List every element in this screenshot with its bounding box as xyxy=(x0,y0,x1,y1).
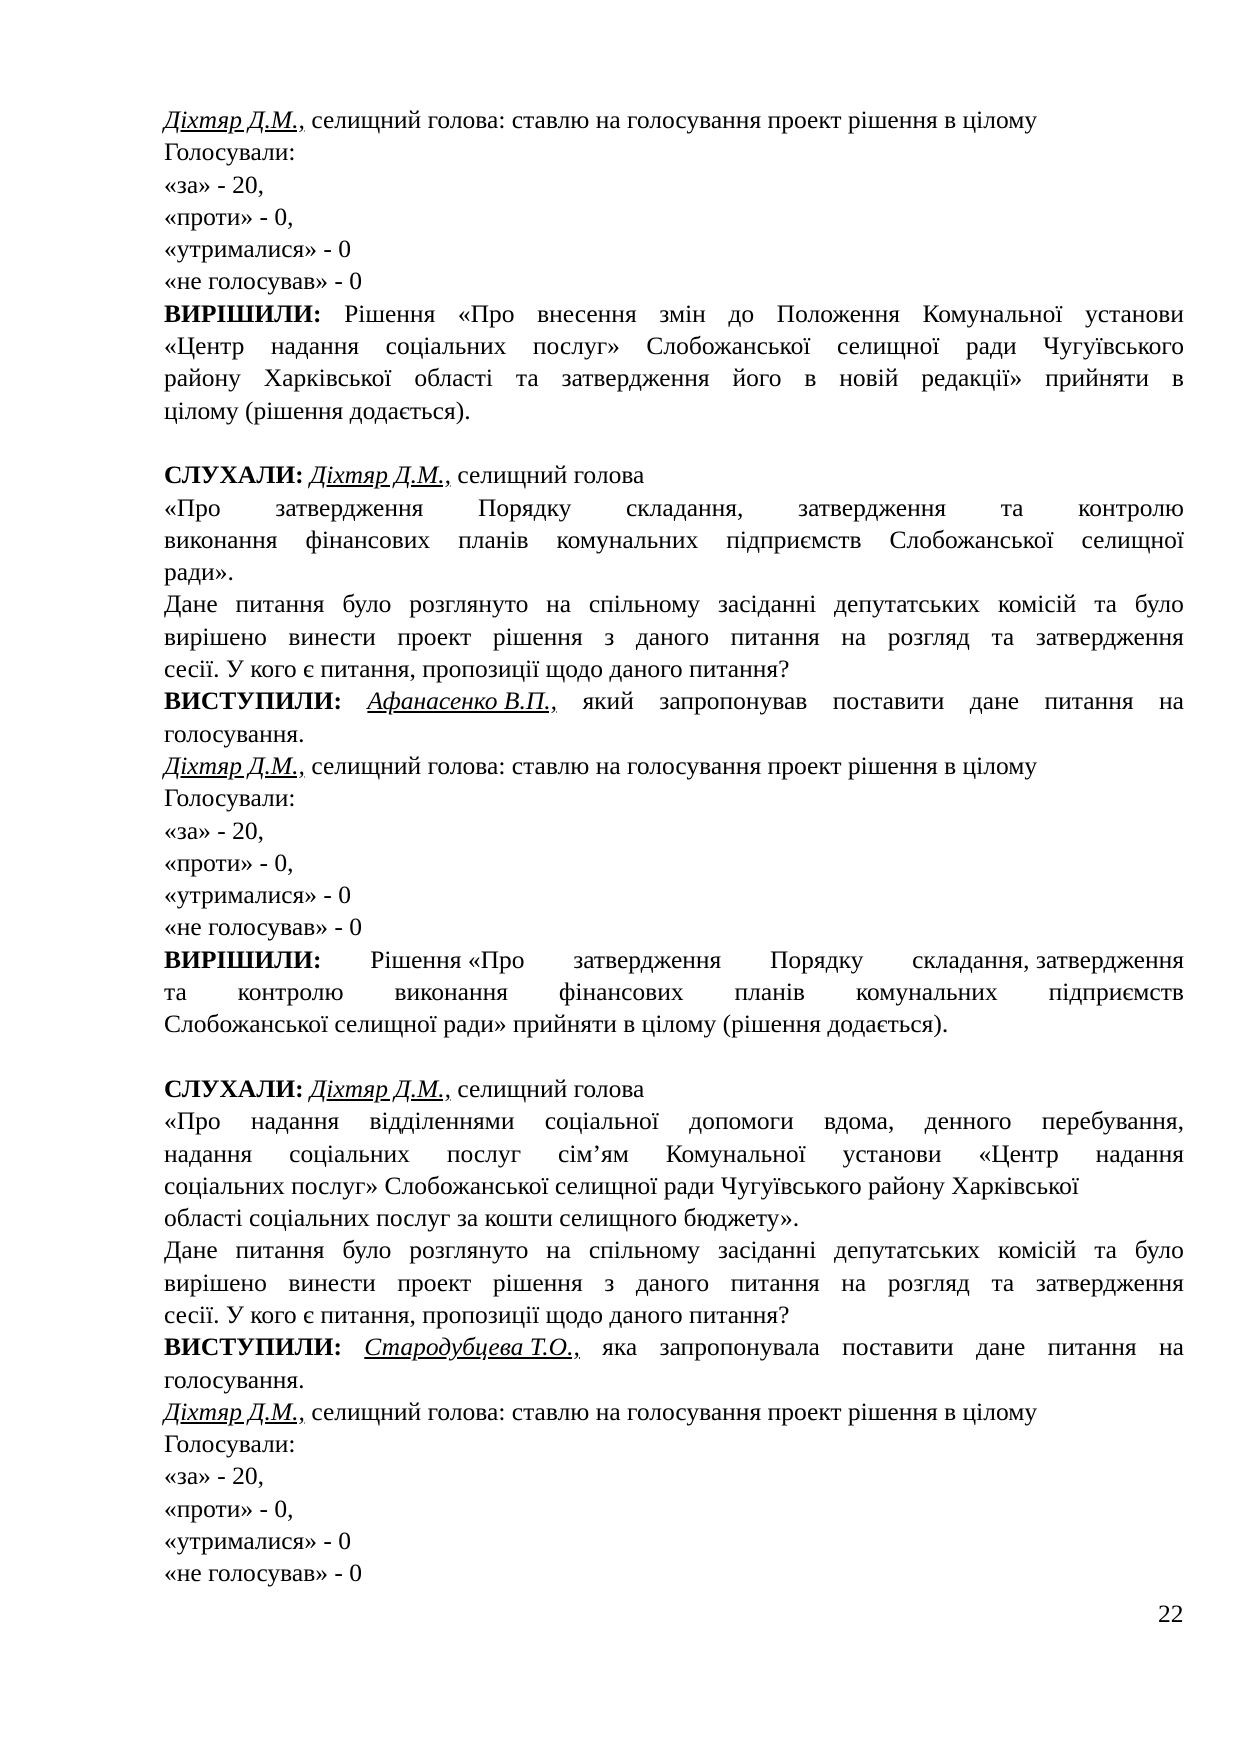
word: планів xyxy=(734,977,805,1007)
vote-for: «за» - 20, xyxy=(164,1461,265,1491)
word: проект xyxy=(397,1267,472,1297)
word: яка xyxy=(602,1332,638,1362)
topic-line-2 xyxy=(164,1138,1184,1170)
vote-abstained: «утрималися» - 0 xyxy=(164,234,352,264)
word: «Про xyxy=(164,492,221,522)
word: Дане xyxy=(164,1235,218,1265)
vote-for: «за» - 20, xyxy=(164,815,265,845)
word: запропонував xyxy=(659,686,808,716)
word: розглянуто xyxy=(409,589,529,619)
word: та xyxy=(1094,1235,1117,1265)
speaker-text: селищний голова: ставлю на голосування проект рішення в цілому xyxy=(304,750,1038,780)
vote-against: «проти» - 0, xyxy=(164,847,294,877)
decided-label: ВИРІШИЛИ: xyxy=(164,944,322,974)
desc-line-2 xyxy=(164,1267,1184,1299)
document-body xyxy=(164,104,1184,1590)
topic-line-2 xyxy=(164,524,1184,556)
word: розгляд xyxy=(887,621,970,651)
word: установи xyxy=(1084,298,1184,328)
word: було xyxy=(1134,589,1184,619)
heard-label: СЛУХАЛИ: xyxy=(164,1073,304,1103)
spoke-line-1 xyxy=(164,1331,1184,1363)
word: з xyxy=(604,1267,615,1297)
decision-line-1 xyxy=(164,298,1184,330)
word: до xyxy=(728,298,755,328)
word: затвердження xyxy=(573,944,722,974)
word: даного xyxy=(635,621,710,651)
word: Комунальної xyxy=(665,1138,806,1168)
spoke-label: ВИСТУПИЛИ: xyxy=(164,686,342,716)
word: послуг» xyxy=(532,331,620,361)
speaker-line xyxy=(164,750,1184,782)
heard-name: Діхтяр Д.М., xyxy=(310,1073,451,1103)
word: питання xyxy=(1044,686,1134,716)
word: перебування, xyxy=(1041,1106,1184,1136)
word: послуг xyxy=(446,1138,522,1168)
vote-not-voted: «не голосував» - 0 xyxy=(164,266,362,296)
word: питання xyxy=(730,621,820,651)
word: установи xyxy=(842,1138,942,1168)
word: затвердження xyxy=(1035,621,1184,651)
word: соціальних xyxy=(289,1138,410,1168)
speaker-name: Діхтяр Д.М., xyxy=(164,105,305,134)
word: прийняти xyxy=(1045,363,1149,393)
word: затвердження xyxy=(798,492,947,522)
spoke-line-2: голосування. xyxy=(164,1364,305,1394)
word: комунальних xyxy=(855,977,998,1007)
word: Порядку xyxy=(769,944,864,974)
decision-line-2 xyxy=(164,330,1184,362)
word: «Про xyxy=(164,1106,221,1136)
heard-label: СЛУХАЛИ: xyxy=(164,460,304,490)
speaker-line xyxy=(164,104,1184,136)
word: планів xyxy=(458,524,529,554)
word: затвердження xyxy=(561,363,710,393)
word: дане xyxy=(976,1332,1026,1362)
voted-label: Голосували: xyxy=(164,783,296,813)
word: селищної xyxy=(1081,524,1184,554)
word: комісій xyxy=(997,589,1077,619)
word: розглянуто xyxy=(409,1235,529,1265)
word: вдома, xyxy=(824,1106,895,1136)
decision-line-3 xyxy=(164,362,1184,394)
word: Комунальної xyxy=(922,298,1063,328)
word: питання xyxy=(1047,1332,1137,1362)
word: редакції» xyxy=(921,363,1023,393)
spoke-line-2: голосування. xyxy=(164,718,305,748)
word: внесення xyxy=(537,298,637,328)
voted-label: Голосували: xyxy=(164,137,296,167)
word: підприємств xyxy=(726,524,862,554)
word: допомоги xyxy=(689,1106,794,1136)
word: Дане xyxy=(164,589,218,619)
word: та xyxy=(1094,589,1117,619)
word: контролю xyxy=(237,977,344,1007)
word: «Центр xyxy=(164,331,245,361)
word: затвердження xyxy=(1035,1267,1184,1297)
heard-text: селищний голова xyxy=(450,460,645,490)
word: Порядку xyxy=(477,492,572,522)
word: комунальних xyxy=(556,524,699,554)
vote-abstained: «утрималися» - 0 xyxy=(164,1526,352,1556)
topic-line-4: області соціальних послуг за кошти селищного бюджету». xyxy=(164,1203,800,1233)
word: було xyxy=(342,1235,392,1265)
word: підприємств xyxy=(1048,977,1184,1007)
decision-line-2 xyxy=(164,976,1184,1008)
word: який xyxy=(582,686,634,716)
word: засіданні xyxy=(717,1235,817,1265)
word: спільному xyxy=(588,589,701,619)
word: соціальних xyxy=(385,331,507,361)
word: було xyxy=(342,589,392,619)
word: на xyxy=(841,1267,867,1297)
desc-line-1 xyxy=(164,1234,1184,1266)
spoke-line-1 xyxy=(164,685,1184,717)
word: рішення xyxy=(492,621,583,651)
vote-for: «за» - 20, xyxy=(164,169,265,199)
word: сім’ям xyxy=(558,1138,629,1168)
word: Слобожанської xyxy=(889,524,1054,554)
speaker-name: Діхтяр Д.М., xyxy=(164,1396,305,1426)
word: поставити xyxy=(842,1332,954,1362)
speaker-name: Діхтяр Д.М., xyxy=(164,750,305,780)
heard-line xyxy=(164,1073,1184,1105)
word: та xyxy=(991,1267,1015,1297)
word: фінансових xyxy=(558,977,684,1007)
word: селищної xyxy=(836,331,940,361)
word: області xyxy=(414,363,494,393)
word: питання xyxy=(730,1267,820,1297)
word: «Центр xyxy=(978,1138,1059,1168)
word: на xyxy=(841,621,867,651)
word: надання xyxy=(164,1138,253,1168)
word: запропонувала xyxy=(659,1332,820,1362)
word: надання xyxy=(1095,1138,1184,1168)
word: депутатських xyxy=(834,589,981,619)
word: рішення xyxy=(492,1267,583,1297)
word: «Про xyxy=(457,298,515,328)
word: Рішення xyxy=(344,298,436,328)
word: питання xyxy=(235,589,325,619)
word: в xyxy=(1171,363,1184,393)
word: змін xyxy=(659,298,706,328)
word: надання xyxy=(270,331,360,361)
desc-line-2 xyxy=(164,621,1184,653)
word: на xyxy=(1159,686,1184,716)
word: проект xyxy=(397,621,472,651)
speaker-text: селищний голова: ставлю на голосування проект рішення в цілому xyxy=(304,105,1038,134)
voted-label: Голосували: xyxy=(164,1429,296,1459)
spoke-name: Стародубцева Т.О., xyxy=(364,1332,580,1362)
word: відділеннями xyxy=(369,1106,515,1136)
word: контролю xyxy=(1078,492,1184,522)
word: затвердження xyxy=(275,492,424,522)
word: Рішення «Про xyxy=(370,944,525,974)
desc-line-3: сесії. У кого є питання, пропозиції щодо даного питання? xyxy=(164,654,790,684)
word: питання xyxy=(235,1235,325,1265)
word: Чугуївського xyxy=(1043,331,1184,361)
heard-line xyxy=(164,459,1184,491)
word: його xyxy=(732,363,782,393)
word: району xyxy=(164,363,241,393)
topic-line-3: ради». xyxy=(164,557,234,587)
word: виконання xyxy=(164,524,278,554)
word: складання, затвердження xyxy=(912,944,1184,974)
word: в xyxy=(804,363,817,393)
word: та xyxy=(515,363,539,393)
word: та xyxy=(164,977,187,1007)
word: розгляд xyxy=(887,1267,970,1297)
page-number: 22 xyxy=(1158,1599,1184,1628)
decision-line-3: Слобожанської селищної ради» прийняти в цілому (рішення додається). xyxy=(164,1009,949,1039)
vote-abstained: «утрималися» - 0 xyxy=(164,880,352,910)
word: засіданні xyxy=(717,589,817,619)
word: винести xyxy=(288,1267,376,1297)
desc-line-3: сесії. У кого є питання, пропозиції щодо даного питання? xyxy=(164,1299,790,1329)
word: на xyxy=(1158,1332,1184,1362)
decided-label: ВИРІШИЛИ: xyxy=(164,298,322,328)
word: дане xyxy=(969,686,1020,716)
vote-not-voted: «не голосував» - 0 xyxy=(164,912,362,942)
word: вирішено xyxy=(164,621,267,651)
word: Слобожанської xyxy=(646,331,811,361)
word: спільному xyxy=(588,1235,701,1265)
decision-line-1 xyxy=(164,944,1184,976)
heard-text: селищний голова xyxy=(450,1073,645,1103)
word: депутатських xyxy=(834,1235,981,1265)
word: фінансових xyxy=(305,524,431,554)
word: виконання xyxy=(394,977,508,1007)
vote-against: «проти» - 0, xyxy=(164,1493,294,1523)
word: даного xyxy=(635,1267,710,1297)
topic-line-3: соціальних послуг» Слобожанської селищної ради Чугуївського району Харківської xyxy=(164,1170,1080,1200)
word: поставити xyxy=(832,686,945,716)
spoke-label: ВИСТУПИЛИ: xyxy=(164,1332,342,1362)
topic-line-1 xyxy=(164,1105,1184,1137)
desc-line-1 xyxy=(164,588,1184,620)
word: на xyxy=(546,1235,572,1265)
spoke-name: Афанасенко В.П., xyxy=(367,686,558,716)
word: Положення xyxy=(776,298,900,328)
word: Харківської xyxy=(263,363,392,393)
decision-line-4: цілому (рішення додається). xyxy=(164,395,471,425)
word: надання xyxy=(250,1106,340,1136)
word: новій xyxy=(839,363,899,393)
word: ради xyxy=(965,331,1017,361)
word: було xyxy=(1134,1235,1184,1265)
word: з xyxy=(604,621,615,651)
word: складання, xyxy=(625,492,744,522)
vote-against: «проти» - 0, xyxy=(164,201,294,231)
vote-not-voted: «не голосував» - 0 xyxy=(164,1558,362,1588)
word: на xyxy=(546,589,572,619)
word: винести xyxy=(288,621,376,651)
word: денного xyxy=(924,1106,1012,1136)
word: соціальної xyxy=(544,1106,659,1136)
speaker-text: селищний голова: ставлю на голосування проект рішення в цілому xyxy=(304,1396,1038,1426)
heard-name: Діхтяр Д.М., xyxy=(310,460,451,490)
word: комісій xyxy=(997,1235,1077,1265)
word: та xyxy=(991,621,1015,651)
word: та xyxy=(1000,492,1024,522)
topic-line-1 xyxy=(164,492,1184,524)
speaker-line xyxy=(164,1396,1184,1428)
word: вирішено xyxy=(164,1267,267,1297)
